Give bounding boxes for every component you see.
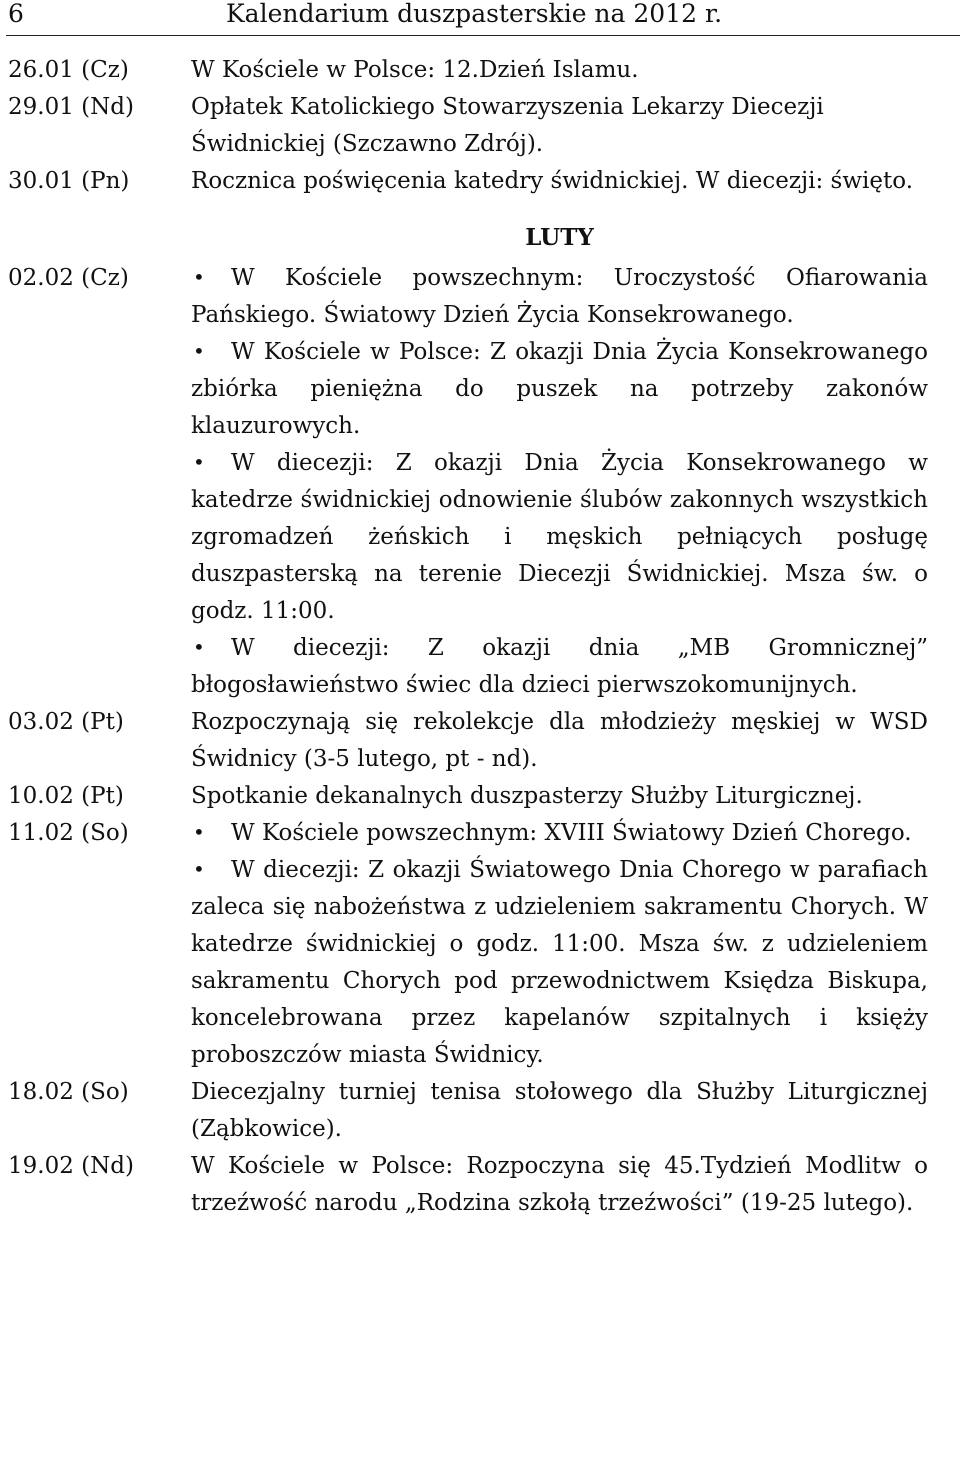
- entry-body: [191, 52, 928, 89]
- entry-bullet-item: [191, 815, 928, 852]
- entry-text: W Kościele w Polsce: Rozpoczyna się 45.Tydzień Modlitw o trzeźwość narodu „Rodzina szkołą trzeźwości” (19-25 lutego).: [191, 1153, 928, 1216]
- entry-date: 02.02 (Cz): [8, 265, 129, 291]
- entry-date: 18.02 (So): [8, 1079, 129, 1105]
- calendar-entry: [6, 704, 928, 778]
- bullet-icon: [191, 445, 231, 482]
- entry-bullet-item: [191, 260, 928, 334]
- entry-date: 19.02 (Nd): [8, 1153, 134, 1179]
- entry-text: W Kościele powszechnym: XVIII Światowy Dzień Chorego.: [231, 820, 912, 846]
- calendar-entry: [6, 815, 928, 1074]
- entry-date: 11.02 (So): [8, 820, 129, 846]
- bullet-icon: [191, 260, 231, 297]
- entry-bullet-item: [191, 852, 928, 1074]
- entry-body: [191, 260, 928, 704]
- bullet-icon: [191, 630, 231, 667]
- entry-text: Diecezjalny turniej tenisa stołowego dla Służby Liturgicznej (Ząbkowice).: [191, 1079, 928, 1142]
- entry-body: [191, 815, 928, 1074]
- entry-bullet-item: [191, 334, 928, 445]
- entry-date: 10.02 (Pt): [8, 783, 124, 809]
- entry-body: [191, 1148, 928, 1222]
- calendar-entry: [6, 89, 928, 163]
- calendar-entry: [6, 52, 928, 89]
- entry-text: W diecezji: Z okazji Dnia Życia Konsekrowanego w katedrze świdnickiej odnowienie ślubów zakonnych wszystkich zgromadzeń żeńskich i męskich pełniących posługę duszpasterską na terenie Diecezji Świdnickiej. Msza św. o godz. 11:00.: [191, 450, 928, 624]
- entry-text: W Kościele w Polsce: Z okazji Dnia Życia Konsekrowanego zbiórka pieniężna do puszek na potrzeby zakonów klauzurowych.: [191, 339, 928, 439]
- entry-bullet-item: [191, 445, 928, 630]
- entry-text: W Kościele powszechnym: Uroczystość Ofiarowania Pańskiego. Światowy Dzień Życia Konsekrowanego.: [191, 265, 928, 328]
- entry-body: [191, 89, 928, 163]
- calendar-entry: [6, 1148, 928, 1222]
- entry-body: [191, 704, 928, 778]
- entry-text: Rozpoczynają się rekolekcje dla młodzieży męskiej w WSD Świdnicy (3-5 lutego, pt - nd).: [191, 709, 928, 772]
- calendar-entry: [6, 778, 928, 815]
- calendar-entry: [6, 163, 928, 200]
- entries-january: [6, 52, 928, 200]
- page-number: 6: [8, 0, 24, 28]
- entry-body: [191, 778, 928, 815]
- bullet-icon: [191, 852, 231, 889]
- entry-text: W diecezji: Z okazji Światowego Dnia Chorego w parafiach zaleca się nabożeństwa z udzieleniem sakramentu Chorych. W katedrze świdnickiej o godz. 11:00. Msza św. z udzieleniem sakramentu Chorych pod przewodnictwem Księdza Biskupa, koncelebrowana przez kapelanów szpitalnych i księży proboszczów miasta Świdnicy.: [191, 857, 928, 1068]
- entry-text: Opłatek Katolickiego Stowarzyszenia Lekarzy Diecezji Świdnickiej (Szczawno Zdrój).: [191, 94, 824, 157]
- page-header: [6, 0, 958, 36]
- entry-date: 30.01 (Pn): [8, 168, 130, 194]
- entry-body: [191, 163, 928, 200]
- entry-bullet-item: [191, 630, 928, 704]
- month-heading: LUTY: [525, 224, 594, 251]
- entry-date: 03.02 (Pt): [8, 709, 124, 735]
- bullet-icon: [191, 334, 231, 371]
- entry-text: Spotkanie dekanalnych duszpasterzy Służby Liturgicznej.: [191, 783, 863, 809]
- entry-date: 29.01 (Nd): [8, 94, 134, 120]
- entry-text: Rocznica poświęcenia katedry świdnickiej. W diecezji: święto.: [191, 168, 914, 194]
- entry-text: W diecezji: Z okazji dnia „MB Gromnicznej” błogosławieństwo świec dla dzieci pierwszokomunijnych.: [191, 635, 928, 698]
- calendar-entry: [6, 260, 928, 704]
- calendar-content: [6, 52, 928, 1222]
- entries-february: [6, 260, 928, 1222]
- calendar-entry: [6, 1074, 928, 1148]
- running-title: Kalendarium duszpasterskie na 2012 r.: [226, 0, 723, 28]
- bullet-icon: [191, 815, 231, 852]
- entry-date: 26.01 (Cz): [8, 57, 129, 83]
- entry-text: W Kościele w Polsce: 12.Dzień Islamu.: [191, 57, 639, 83]
- header-rule: [6, 35, 960, 36]
- entry-body: [191, 1074, 928, 1148]
